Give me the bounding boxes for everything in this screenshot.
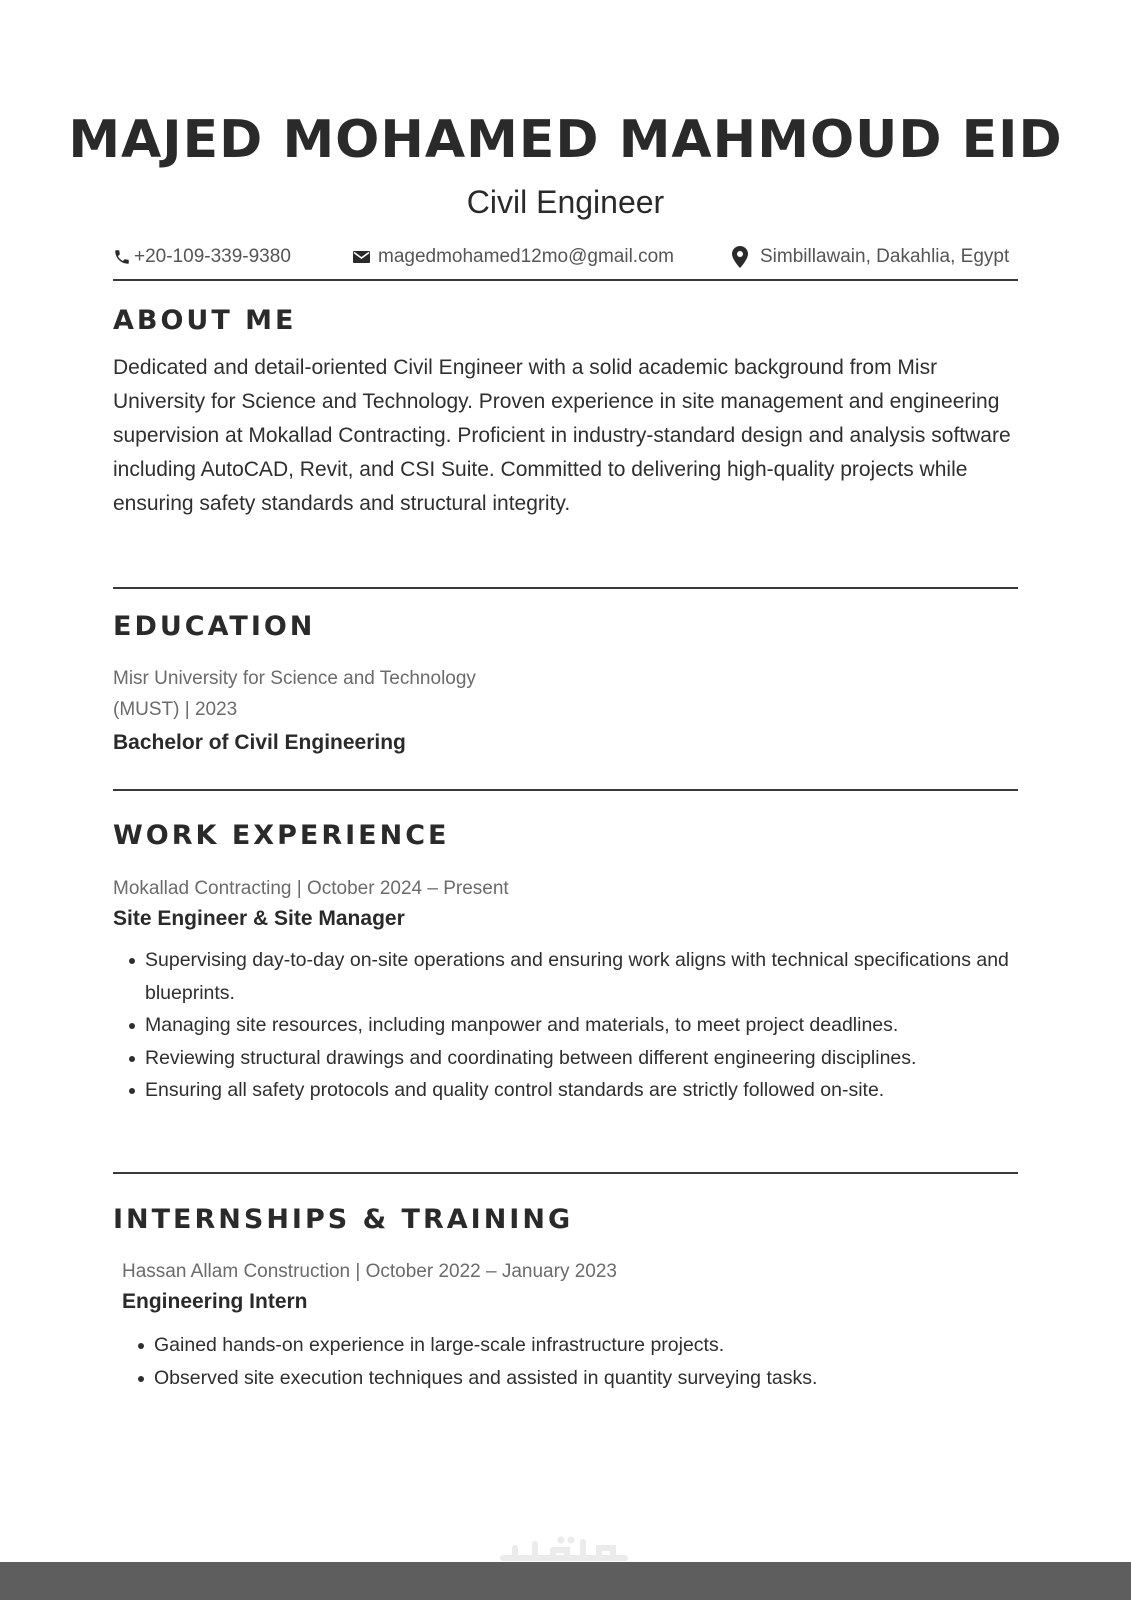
internship-bullets bbox=[122, 1329, 1002, 1394]
education-heading: EDUCATION bbox=[113, 611, 316, 642]
list-item: Gained hands-on experience in large-scale infrastructure projects. bbox=[122, 1329, 1002, 1362]
location-pin-icon bbox=[732, 246, 748, 268]
candidate-name: MAJED MOHAMED MAHMOUD EID bbox=[68, 110, 1063, 170]
contact-email bbox=[353, 244, 674, 270]
work-bullets bbox=[113, 944, 1013, 1107]
mail-icon bbox=[353, 251, 370, 263]
work-meta: Mokallad Contracting | October 2024 – Present bbox=[113, 878, 509, 899]
about-heading: ABOUT ME bbox=[113, 305, 297, 336]
education-institution: Misr University for Science and Technology bbox=[113, 668, 476, 689]
internship-role: Engineering Intern bbox=[122, 1290, 308, 1313]
contact-location bbox=[732, 244, 1009, 270]
work-heading: WORK EXPERIENCE bbox=[113, 820, 450, 851]
contact-phone bbox=[113, 244, 291, 270]
list-item: Managing site resources, including manpower and materials, to meet project deadlines. bbox=[113, 1009, 1013, 1042]
education-institution-year: (MUST) | 2023 bbox=[113, 699, 238, 720]
divider bbox=[113, 1172, 1018, 1174]
phone-icon bbox=[113, 247, 131, 267]
divider bbox=[113, 587, 1018, 589]
phone-number[interactable]: +20-109-339-9380 bbox=[134, 246, 291, 267]
divider bbox=[113, 279, 1018, 281]
internships-heading: INTERNSHIPS & TRAINING bbox=[113, 1204, 574, 1235]
divider bbox=[113, 789, 1018, 791]
list-item: Supervising day-to-day on-site operations and ensuring work aligns with technical specifications and blueprints. bbox=[113, 944, 1013, 1009]
contact-row bbox=[113, 244, 1048, 270]
job-title: Civil Engineer bbox=[466, 184, 665, 220]
work-role: Site Engineer & Site Manager bbox=[113, 907, 405, 930]
list-item: Ensuring all safety protocols and quality control standards are strictly followed on-site. bbox=[113, 1074, 1013, 1107]
about-text: Dedicated and detail-oriented Civil Engineer with a solid academic background from Misr University for Science and Technology. Proven experience in site management and engineering supervision at Mokallad Contracting. Proficient in industry-standard design and analysis software including AutoCAD, Revit, and CSI Suite. Committed to delivering high-quality projects while ensuring safety standards and structural integrity. bbox=[113, 356, 1011, 515]
location-text: Simbillawain, Dakahlia, Egypt bbox=[760, 246, 1010, 267]
email-address[interactable]: magedmohamed12mo@gmail.com bbox=[378, 246, 674, 267]
watermark-logo bbox=[495, 1530, 635, 1570]
list-item: Observed site execution techniques and assisted in quantity surveying tasks. bbox=[122, 1362, 1002, 1395]
list-item: Reviewing structural drawings and coordinating between different engineering disciplines. bbox=[113, 1042, 1013, 1075]
internship-meta: Hassan Allam Construction | October 2022 – January 2023 bbox=[122, 1261, 617, 1282]
education-degree: Bachelor of Civil Engineering bbox=[113, 731, 406, 754]
